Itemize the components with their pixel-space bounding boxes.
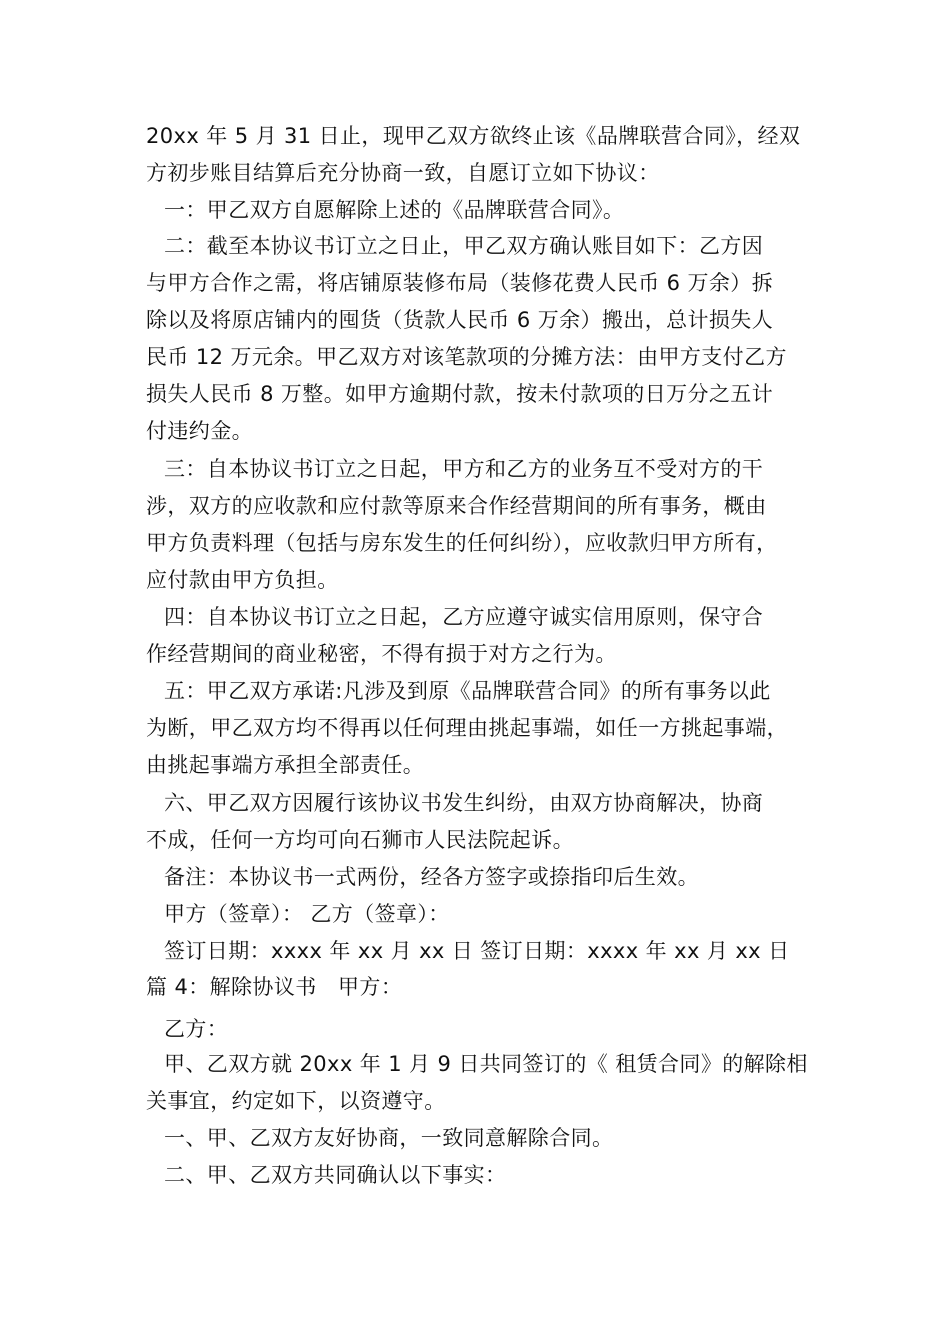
party-b-line: 乙方： bbox=[164, 1017, 229, 1041]
paragraph-line: 为断，甲乙双方均不得再以任何理由挑起事端，如任一方挑起事端， bbox=[146, 716, 788, 740]
paragraph-line: 甲方负责料理（包括与房东发生的任何纠纷），应收款归甲方所有， bbox=[146, 531, 778, 555]
paragraph-line: 方初步账目结算后充分协商一致，自愿订立如下协议： bbox=[146, 161, 660, 185]
paragraph-line: 不成，任何一方均可向石狮市人民法院起诉。 bbox=[146, 828, 574, 852]
paragraph-line: 甲、乙双方就 20xx 年 1 月 9 日共同签订的《 租赁合同》的解除相 bbox=[164, 1052, 808, 1076]
paragraph-line: 除以及将原店铺内的囤货（货款人民币 6 万余）搬出，总计损失人 bbox=[146, 308, 774, 332]
paragraph-line: 付违约金。 bbox=[146, 419, 253, 443]
paragraph-line: 由挑起事端方承担全部责任。 bbox=[146, 753, 425, 777]
clause-5-line: 五：甲乙双方承诺:凡涉及到原《品牌联营合同》的所有事务以此 bbox=[164, 679, 771, 703]
clause-1-line: 一：甲乙双方自愿解除上述的《品牌联营合同》。 bbox=[164, 198, 625, 222]
paragraph-line: 应付款由甲方负担。 bbox=[146, 568, 339, 592]
clause-6-line: 六、甲乙双方因履行该协议书发生纠纷，由双方协商解决，协商 bbox=[164, 791, 764, 815]
paragraph-line: 关事宜，约定如下，以资遵守。 bbox=[146, 1089, 446, 1113]
signing-date-line: 签订日期：xxxx 年 xx 月 xx 日 签订日期：xxxx 年 xx 月 xx 日 bbox=[164, 939, 790, 963]
clause-3-line: 三：自本协议书订立之日起，甲方和乙方的业务互不受对方的干 bbox=[164, 457, 764, 481]
signature-line: 甲方（签章）： 乙方（签章）： bbox=[164, 902, 450, 926]
section-heading: 篇 4：解除协议书 甲方： bbox=[146, 975, 403, 999]
paragraph-line: 与甲方合作之需，将店铺原装修布局（装修花费人民币 6 万余）拆 bbox=[146, 271, 774, 295]
paragraph-line: 涉，双方的应收款和应付款等原来合作经营期间的所有事务，概由 bbox=[146, 494, 767, 518]
paragraph-line: 作经营期间的商业秘密，不得有损于对方之行为。 bbox=[146, 642, 617, 666]
remark-line: 备注：本协议书一式两份，经各方签字或捺指印后生效。 bbox=[164, 865, 699, 889]
paragraph-line: 民币 12 万元余。甲乙双方对该笔款项的分摊方法：由甲方支付乙方 bbox=[146, 345, 787, 369]
item-2-line: 二、甲、乙双方共同确认以下事实： bbox=[164, 1163, 507, 1187]
item-1-line: 一、甲、乙双方友好协商，一致同意解除合同。 bbox=[164, 1126, 614, 1150]
paragraph-line: 损失人民币 8 万整。如甲方逾期付款，按未付款项的日万分之五计 bbox=[146, 382, 774, 406]
clause-4-line: 四：自本协议书订立之日起，乙方应遵守诚实信用原则，保守合 bbox=[164, 605, 764, 629]
paragraph-line: 20xx 年 5 月 31 日止，现甲乙双方欲终止该《品牌联营合同》，经双 bbox=[146, 124, 801, 148]
clause-2-line: 二：截至本协议书订立之日止，甲乙双方确认账目如下：乙方因 bbox=[164, 234, 764, 258]
